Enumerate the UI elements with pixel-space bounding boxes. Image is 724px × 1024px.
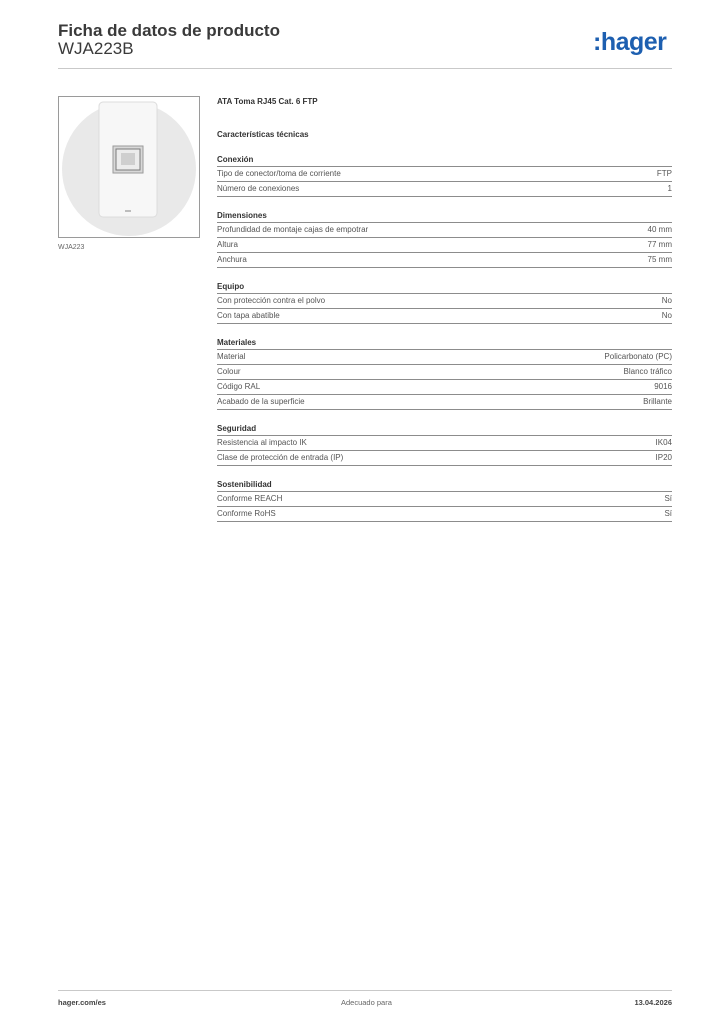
spec-sections [217, 154, 672, 522]
spec-row [217, 395, 672, 410]
spec-section [217, 281, 672, 324]
spec-value: Brillante [643, 397, 672, 406]
header-divider [58, 68, 672, 69]
section-title: Equipo [217, 281, 672, 294]
spec-row [217, 380, 672, 395]
spec-value: 1 [667, 184, 672, 193]
spec-row [217, 365, 672, 380]
spec-row [217, 253, 672, 268]
spec-value: Blanco tráfico [623, 367, 672, 376]
spec-label: Conforme RoHS [217, 509, 276, 518]
spec-label: Acabado de la superficie [217, 397, 305, 406]
spec-label: Con tapa abatible [217, 311, 280, 320]
spec-label: Número de conexiones [217, 184, 300, 193]
section-title: Sostenibilidad [217, 479, 672, 492]
spec-label: Altura [217, 240, 238, 249]
spec-section [217, 210, 672, 268]
section-title: Seguridad [217, 423, 672, 436]
spec-value: Sí [664, 509, 672, 518]
spec-row [217, 309, 672, 324]
spec-value: 77 mm [647, 240, 672, 249]
spec-row [217, 223, 672, 238]
rj45-socket-illustration [59, 97, 199, 237]
spec-value: No [661, 311, 672, 320]
spec-value: Policarbonato (PC) [604, 352, 672, 361]
product-image [58, 96, 200, 238]
spec-label: Anchura [217, 255, 247, 264]
spec-label: Colour [217, 367, 241, 376]
spec-value: Sí [664, 494, 672, 503]
section-title: Dimensiones [217, 210, 672, 223]
spec-label: Código RAL [217, 382, 261, 391]
spec-label: Profundidad de montaje cajas de empotrar [217, 225, 369, 234]
product-name: ATA Toma RJ45 Cat. 6 FTP [217, 97, 318, 106]
spec-label: Material [217, 352, 246, 361]
footer-date: 13.04.2026 [634, 998, 672, 1007]
section-title: Materiales [217, 337, 672, 350]
image-caption: WJA223 [58, 244, 85, 251]
spec-value: 9016 [654, 382, 672, 391]
spec-value: No [661, 296, 672, 305]
spec-value: 40 mm [647, 225, 672, 234]
spec-value: IK04 [655, 438, 672, 447]
spec-label: Tipo de conector/toma de corriente [217, 169, 341, 178]
section-title: Conexión [217, 154, 672, 167]
spec-row [217, 182, 672, 197]
spec-content [217, 96, 672, 522]
product-code: WJA223B [58, 39, 134, 58]
spec-row [217, 436, 672, 451]
spec-row [217, 238, 672, 253]
footer-divider [58, 990, 672, 991]
footer-website: hager.com/es [58, 998, 106, 1007]
spec-label: Con protección contra el polvo [217, 296, 326, 305]
spec-row [217, 507, 672, 522]
spec-value: IP20 [655, 453, 672, 462]
spec-section [217, 337, 672, 410]
tech-characteristics-heading: Características técnicas [217, 130, 309, 139]
spec-row [217, 294, 672, 309]
spec-row [217, 492, 672, 507]
spec-section [217, 479, 672, 522]
spec-label: Clase de protección de entrada (IP) [217, 453, 344, 462]
spec-value: 75 mm [647, 255, 672, 264]
spec-row [217, 451, 672, 466]
spec-value: FTP [656, 169, 672, 178]
spec-row [217, 350, 672, 365]
spec-section [217, 154, 672, 197]
spec-label: Resistencia al impacto IK [217, 438, 307, 447]
document-title: Ficha de datos de producto [58, 21, 280, 40]
spec-label: Conforme REACH [217, 494, 283, 503]
hager-logo: :hager [593, 28, 667, 56]
spec-section [217, 423, 672, 466]
spec-row [217, 167, 672, 182]
footer-suitable-for: Adecuado para [341, 998, 392, 1007]
